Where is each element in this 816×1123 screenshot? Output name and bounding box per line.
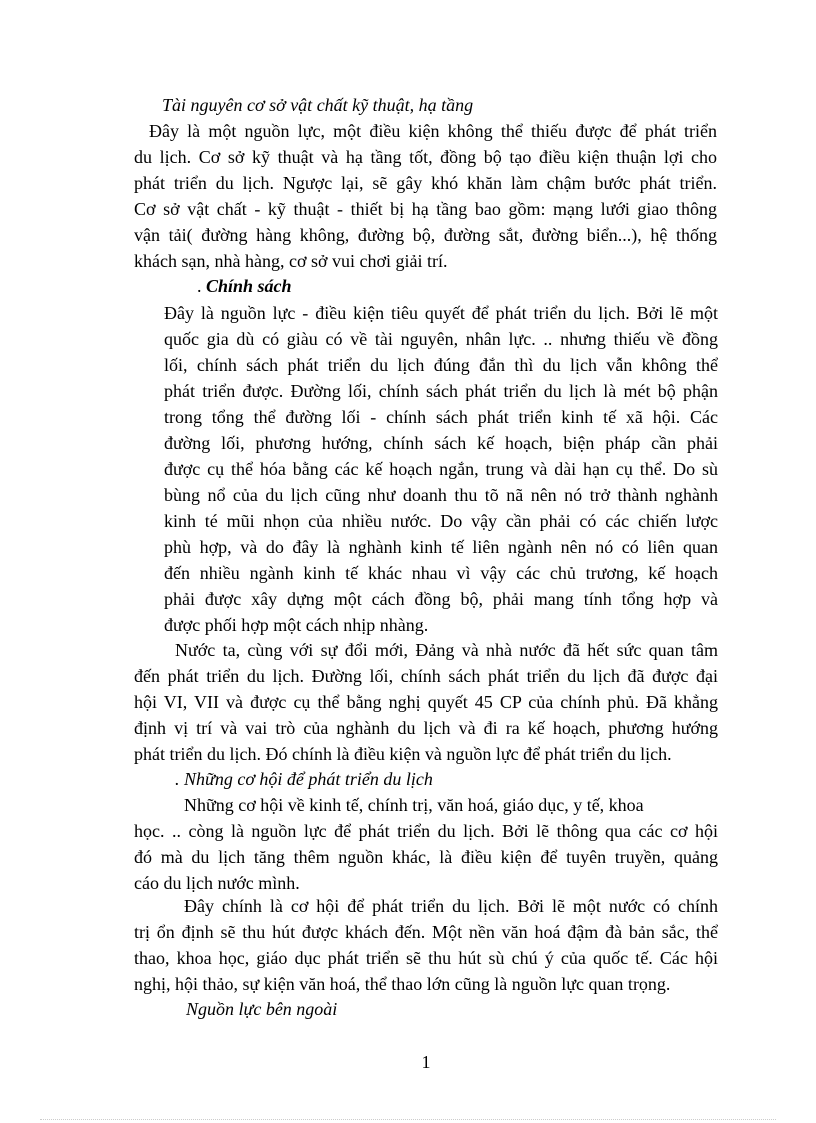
page-number: 1 (421, 1052, 431, 1072)
section-heading-infrastructure: Tài nguyên cơ sở vật chất kỹ thuật, hạ tầng (162, 95, 474, 115)
paragraph-line: thao, khoa học, giáo dục phát triển sẽ thu hút sù chú ý của quốc tế. Các hội (134, 948, 718, 968)
section-heading-policy (197, 273, 292, 299)
heading-policy-text: Chính sách (206, 276, 292, 296)
paragraph-line: Đây chính là cơ hội để phát triển du lịch. Bởi lẽ một nước có chính (184, 896, 718, 916)
paragraph-line: khách sạn, nhà hàng, cơ sở vui chơi giải trí. (134, 251, 448, 271)
paragraph-line: định vị trí và vai trò của nghành du lịch và đi ra kế hoạch, phương hướng (134, 718, 718, 738)
paragraph-line: lối, chính sách phát triển du lịch đúng đắn thì du lịch vẫn không thể (164, 355, 718, 375)
paragraph-line: cáo du lịch nước mình. (134, 873, 300, 893)
paragraph-line: kinh té mũi nhọn của nhiều nước. Do vậy cần phải có các chiến lược (164, 511, 718, 531)
paragraph-line: hội VI, VII và được cụ thể bằng nghị quyết 45 CP của chính phủ. Đã khẳng (134, 692, 718, 712)
paragraph-line: phù hợp, và do đây là nghành kinh tế liên ngành nên nó có liên quan (164, 537, 718, 557)
paragraph-line: Cơ sở vật chất - kỹ thuật - thiết bị hạ tầng bao gồm: mạng lưới giao thông (134, 199, 717, 219)
paragraph-line: được cụ thể hóa bằng các kế hoạch ngắn, trung và dài hạn cụ thể. Do sù (164, 459, 718, 479)
paragraph-line: phải được xây dựng một cách đồng bộ, phải mang tính tổng hợp và (164, 589, 718, 609)
paragraph-line: quốc gia dù có giàu có về tài nguyên, nhân lực. .. nhưng thiếu về đồng (164, 329, 718, 349)
paragraph-line: trị ổn định sẽ thu hút được khách đến. Một nền văn hoá đậm đà bản sắc, thể (134, 922, 718, 942)
section-heading-external-resources: Nguồn lực bên ngoài (186, 999, 338, 1019)
paragraph-line: phát triển du lịch. Ngược lại, sẽ gây khó khăn làm chậm bước phát triển. (134, 173, 717, 193)
paragraph-line: đường lối, phương hướng, chính sách kế hoạch, biện pháp cần phải (164, 433, 718, 453)
paragraph-line: đó mà du lịch tăng thêm nguồn khác, là điều kiện để tuyên truyền, quảng (134, 847, 718, 867)
paragraph-line: trong tổng thể đường lối - chính sách phát triển kinh tế xã hội. Các (164, 407, 718, 427)
paragraph-line: du lịch. Cơ sở kỹ thuật và hạ tầng tốt, đồng bộ tạo điều kiện thuận lợi cho (134, 147, 717, 167)
paragraph-line: được phối hợp một cách nhịp nhàng. (164, 615, 429, 635)
paragraph-line: đến nhiều ngành kinh tế khác nhau vì vậy các chủ trương, kế hoạch (164, 563, 718, 583)
section-heading-opportunities: . Những cơ hội để phát triển du lịch (175, 769, 433, 789)
paragraph-line: Những cơ hội về kinh tế, chính trị, văn hoá, giáo dục, y tế, khoa (184, 795, 644, 815)
paragraph-line: phát triển du lịch. Đó chính là điều kiện và nguồn lực để phát triển du lịch. (134, 744, 672, 764)
page-bottom-divider (40, 1119, 776, 1120)
paragraph-line: Đây là một nguồn lực, một điều kiện không thể thiếu được để phát triển (149, 121, 717, 141)
paragraph-line: Nước ta, cùng với sự đổi mới, Đảng và nhà nước đã hết sức quan tâm (175, 640, 718, 660)
paragraph-line: phát triển được. Đường lối, chính sách phát triển du lịch là mét bộ phận (164, 381, 718, 401)
heading-bullet: . (197, 276, 206, 296)
paragraph-line: Đây là nguồn lực - điều kiện tiêu quyết để phát triển du lịch. Bởi lẽ một (164, 303, 718, 323)
paragraph-line: vận tải( đường hàng không, đường bộ, đường sắt, đường biển...), hệ thống (134, 225, 717, 245)
paragraph-line: bùng nổ của du lịch cũng như doanh thu tõ nã nên nó trở thành nghành (164, 485, 718, 505)
paragraph-line: học. .. còng là nguồn lực để phát triển du lịch. Bởi lẽ thông qua các cơ hội (134, 821, 718, 841)
paragraph-line: nghị, hội thảo, sự kiện văn hoá, thể thao lớn cũng là nguồn lực quan trọng. (134, 974, 671, 994)
paragraph-line: đến phát triển du lịch. Đường lối, chính sách phát triển du lịch đã được đại (134, 666, 718, 686)
